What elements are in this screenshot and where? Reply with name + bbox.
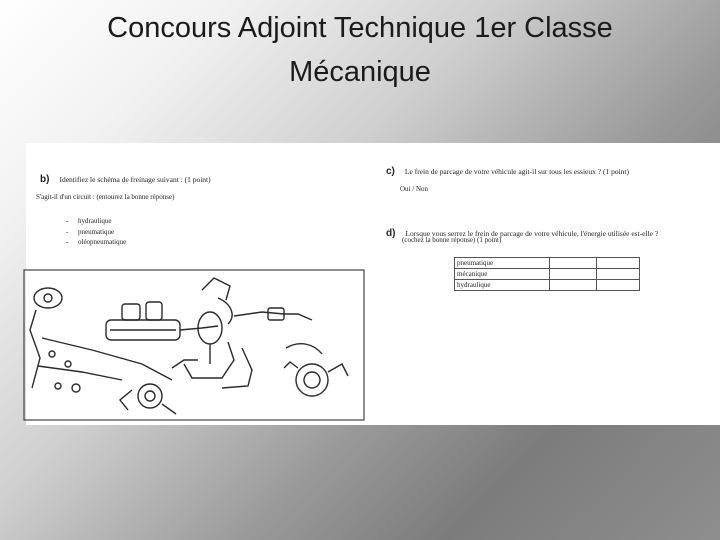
option-item: - oléopneumatique [66,238,127,246]
question-d-subtext: (cochez la bonne réponse) (1 point) [402,236,502,244]
table-cell-label: hydraulique [455,280,550,291]
energy-type-table [454,257,640,291]
exam-right-column [380,143,720,425]
table-row [455,280,640,291]
checkbox-cell[interactable] [597,258,640,269]
question-b-subtext: S'agit-il d'un circuit : (entourez la bonne réponse) [36,193,175,201]
question-b-letter: b) [40,174,50,185]
table-row [455,258,640,269]
checkbox-cell[interactable] [597,280,640,291]
title-line-1: Concours Adjoint Technique 1er Classe [107,12,613,44]
scanned-exam-image [26,143,720,425]
checkbox-cell[interactable] [550,280,597,291]
diagram-lines [30,278,348,414]
checkbox-cell[interactable] [550,269,597,280]
question-b-text: Identifiez le schéma de freinage suivant : (1 point) [59,175,211,184]
title-line-2: Mécanique [289,56,431,88]
question-c-answer: Oui / Non [400,185,428,193]
table-cell-label: pneumatique [455,258,550,269]
table-cell-label: mécanique [455,269,550,280]
option-item: - hydraulique [66,217,112,225]
question-c-letter: c) [386,166,395,177]
question-b-header [40,169,211,187]
option-item: - pneumatique [66,227,115,236]
question-c-header [386,161,629,179]
brake-circuit-diagram [22,268,370,425]
question-c-text: Le frein de parcage de votre véhicule agit-il sur tous les essieux ? (1 point) [404,167,629,176]
slide-title [20,6,700,94]
checkbox-cell[interactable] [597,269,640,280]
wheel-drum-right [296,364,328,396]
exam-left-column [26,143,370,425]
diagram-frame [24,270,364,420]
question-d-letter: d) [386,228,396,239]
checkbox-cell[interactable] [550,258,597,269]
wheel-cylinder-left [34,288,62,308]
wheel-drum-left [138,384,162,408]
question-d-text: Lorsque vous serrez le frein de parcage de votre véhicule, l'énergie utilisée est-elle ? [405,229,659,238]
question-b-options [66,216,126,248]
table-row [455,269,640,280]
